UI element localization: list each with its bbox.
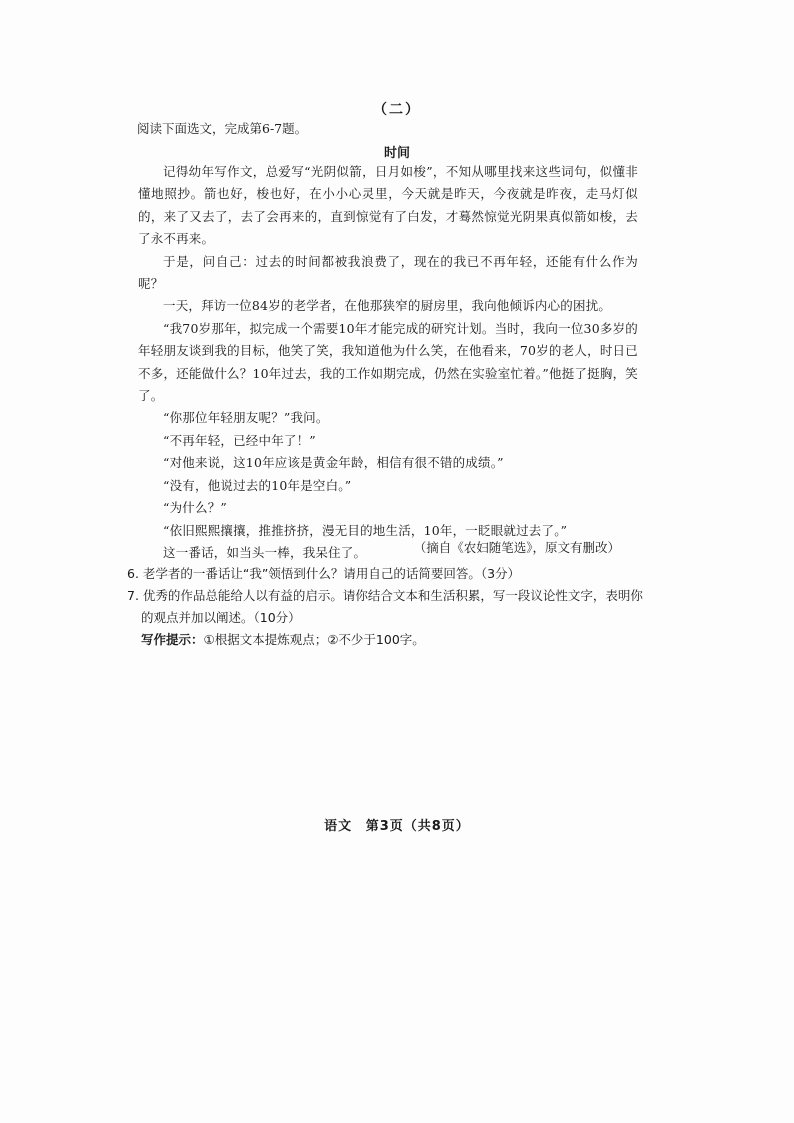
footer-subject: 语文 — [324, 819, 353, 834]
question-6: 6. 老学者的一番话让“我”领悟到什么？请用自己的话简要回答。（3分） — [127, 566, 521, 581]
article-source: （摘自《农妇随笔选》，原文有删改） — [413, 540, 620, 555]
article-paragraph: “为什么？” — [163, 500, 227, 516]
article-paragraph: 记得幼年写作文，总爱写“光阴似箭，日月如梭”，不知从哪里找来这些词句，似懂非懂地照抄。箭也好，梭也好，在小小心灵里，今天就是昨天，今夜就是昨夜，走马灯似的，来了又去了，去了会再来的，直到惊觉有了白发，才蓦然惊觉光阴果真似箭如梭，去了永不再来。 — [138, 164, 638, 247]
article-paragraph: 这一番话，如当头一棒，我呆住了。 — [163, 544, 367, 560]
article-paragraph: “对他来说，这10年应该是黄金年龄，相信有很不错的成绩。” — [163, 455, 504, 471]
question-list — [127, 563, 647, 651]
article-paragraph: 于是，问自己：过去的时间都被我浪费了，现在的我已不再年轻，还能有什么作为呢？ — [138, 253, 638, 292]
article-paragraph: “依旧熙熙攘攘，推推挤挤，漫无目的地生活，10年，一眨眼就过去了。” — [163, 522, 568, 538]
article-paragraph: “没有，他说过去的10年是空白。” — [163, 477, 352, 493]
question-7: 7. 优秀的作品总能给人以有益的启示。请你结合文本和生活积累，写一段议论性文字，表明你的观点并加以阐述。（10分） — [127, 588, 643, 625]
writing-hint-label: 写作提示： — [141, 632, 204, 647]
article-title: 时间 — [383, 146, 410, 161]
section-number: （二） — [373, 102, 421, 118]
article-body — [138, 161, 638, 564]
article-paragraph: “我70岁那年，拟完成一个需要10年才能完成的研究计划。当时，我向一位30多岁的年轻朋友谈到我的目标，他笑了笑，我知道他为什么笑，在他看来，70岁的老人，时日已不多，还能做什么？10年过去，我的工作如期完成，仍然在实验室忙着。”他挺了挺胸，笑了。 — [138, 320, 638, 404]
article-paragraph: “你那位年轻朋友呢？”我问。 — [163, 410, 329, 426]
writing-hint — [127, 629, 647, 651]
article-paragraph: “不再年轻，已经中年了！” — [163, 432, 316, 448]
reading-instruction: 阅读下面选文，完成第6-7题。 — [137, 121, 308, 136]
writing-hint-text: ①根据文本提炼观点；②不少于100字。 — [203, 632, 425, 647]
page-footer — [0, 815, 794, 834]
article-paragraph: 一天，拜访一位84岁的老学者，在他那狭窄的厨房里，我向他倾诉内心的困扰。 — [163, 298, 612, 314]
footer-page-number: 第3页（共8页） — [365, 819, 470, 834]
